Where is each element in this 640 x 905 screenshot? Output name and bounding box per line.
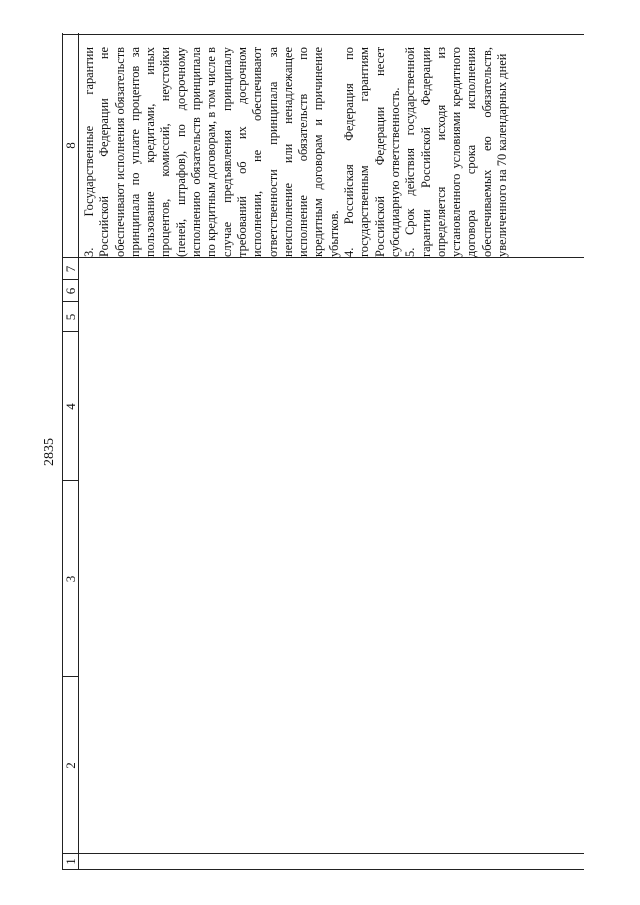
table-header-row <box>62 33 79 869</box>
page-number: 2835 <box>42 438 57 466</box>
column-divider <box>62 331 79 332</box>
column-divider <box>62 853 584 854</box>
column-divider <box>62 301 79 302</box>
column-8-text <box>82 47 510 257</box>
column-number-1: 1 <box>63 858 78 865</box>
table-frame <box>62 34 584 870</box>
column-divider <box>62 676 79 677</box>
column-number-8: 8 <box>63 142 78 149</box>
column-number-7: 7 <box>63 265 78 273</box>
column-divider <box>62 257 584 258</box>
column-number-5: 5 <box>63 313 78 321</box>
column-divider <box>62 480 79 481</box>
column-divider <box>62 279 79 280</box>
column-number-6: 6 <box>63 287 78 295</box>
column-number-4: 4 <box>63 403 78 410</box>
rotated-table-page <box>62 34 584 870</box>
column-number-2: 2 <box>63 762 78 769</box>
paragraph-5: 5. Срок действия государственной гарантии Российской Федерации определяется исходя из установленного условиями кредитного договора срока исполнения обеспечиваемых ею обязательств, увеличенного на 70 календарных дней <box>403 47 510 257</box>
column-number-3: 3 <box>63 575 78 583</box>
paragraph-4: 4. Российская Федерация по государственным гарантиям Российской Федерации несет субсидиарную ответственность. <box>342 47 402 257</box>
paragraph-3: 3. Государственные гарантии Российской Федерации не обеспечивают исполнения обязательств принципала по уплате процентов за пользование кредитами, иных процентов, комиссий, неустойки (пеней, штрафов), по досрочному исполнению обязательств принципала по кредитным договорам, в том числе в случае предъявления принципалу требований об их досрочном исполнении, не обеспечивают ответственности принципала за неисполнение или ненадлежащее исполнение обязательств по кредитным договорам и причинение убытков. <box>82 47 341 257</box>
